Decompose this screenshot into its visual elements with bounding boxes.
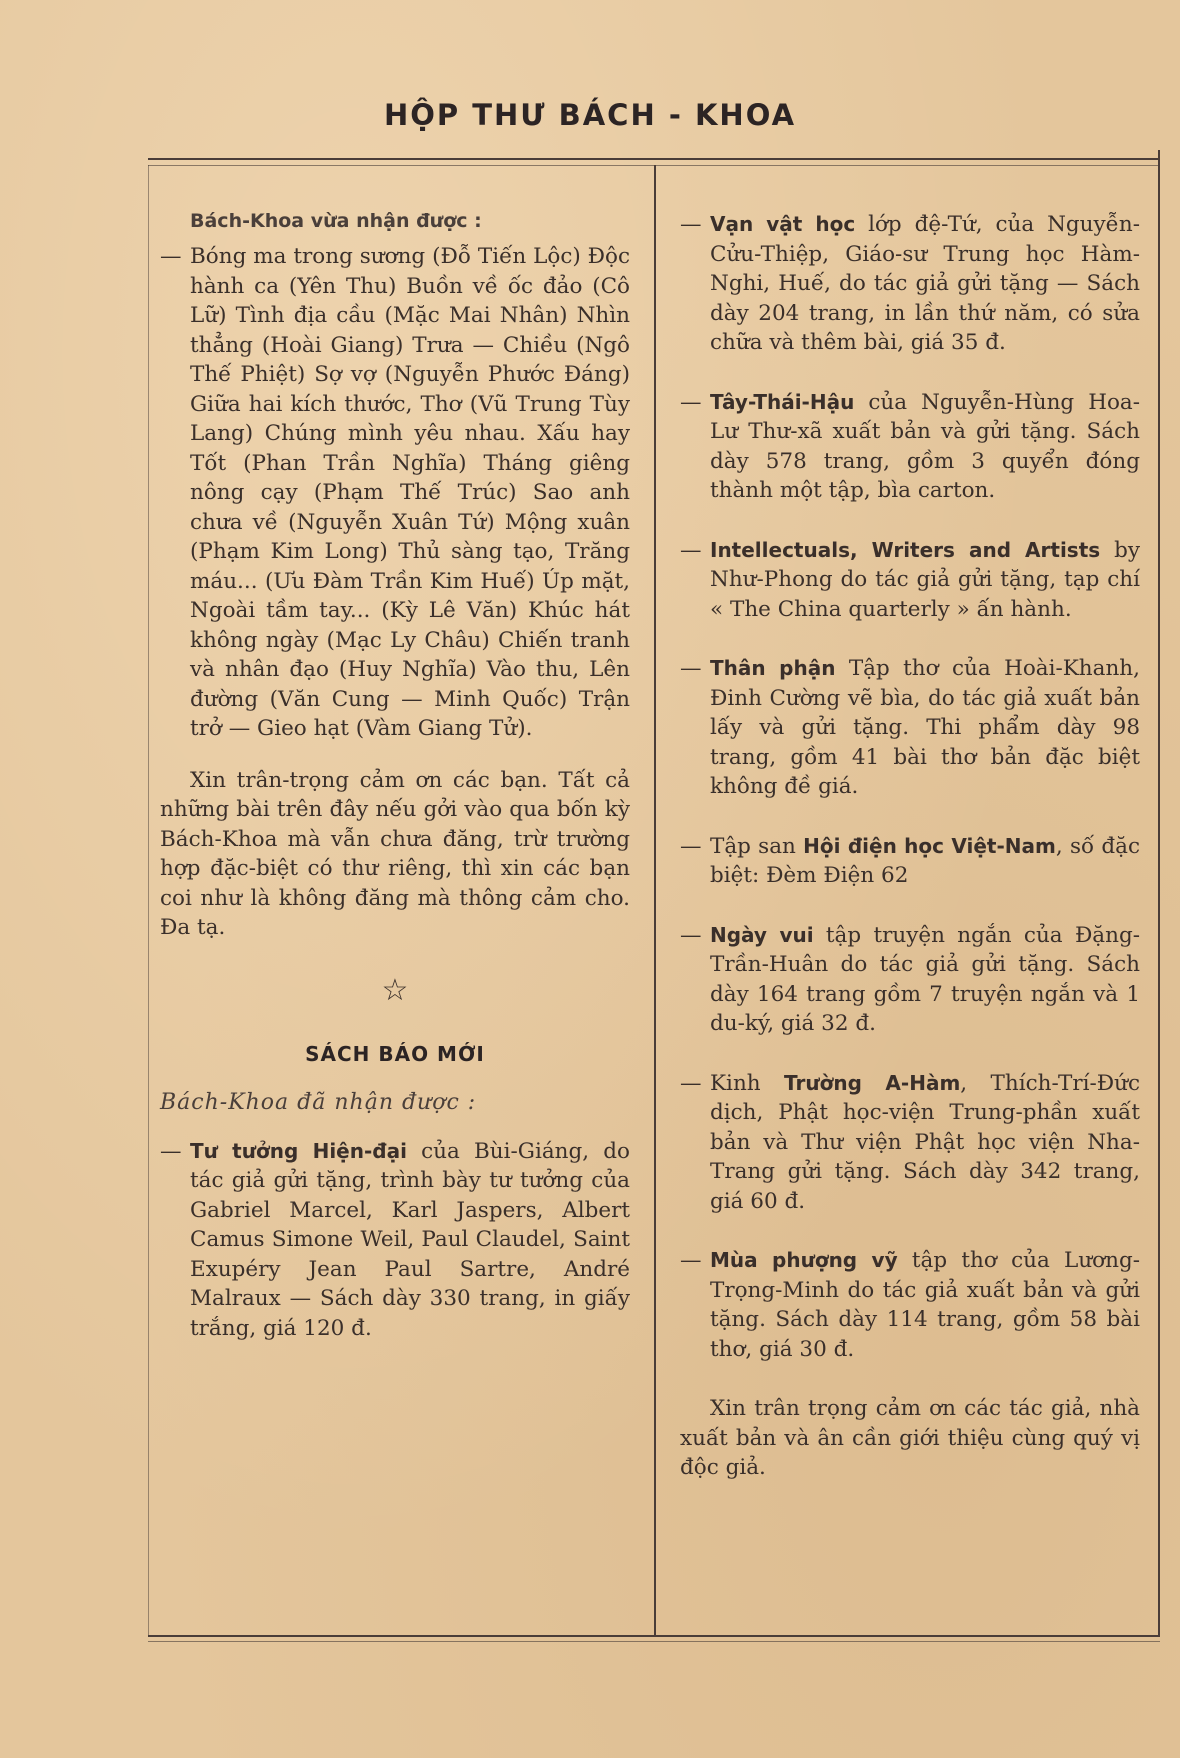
top-rule — [148, 158, 1160, 160]
book-entry: — Intellectuals, Writers and Artists by Như-Phong do tác giả gửi tặng, tạp chí « The China quarterly » ấn hành. — [680, 537, 1140, 622]
book-text: của Bùi-Giáng, do tác giả gửi tặng, trình bày tư tưởng của Gabriel Marcel, Karl Jaspers, Albert Camus Simone Weil, Paul Claudel, Saint Exupéry Jean Paul Sartre, André Malraux — Sách dày 330 trang, in giấy trắng, giá 120 đ. — [190, 1138, 630, 1341]
book-entry: — Tư tưởng Hiện-đại của Bùi-Giáng, do tác giả gửi tặng, trình bày tư tưởng của Gabriel Marcel, Karl Jaspers, Albert Camus Simone Weil, Paul Claudel, Saint Exupéry Jean Paul Sartre, André Malraux — Sách dày 330 trang, in giấy trắng, giá 120 đ. — [160, 1138, 630, 1341]
book-prefix: Tập san — [710, 833, 804, 859]
book-text: lớp đệ-Tứ, của Nguyễn-Cửu-Thiệp, Giáo-sư Trung học Hàm-Nghi, Huế, do tác giả gửi tặng — Sách dày 204 trang, in lần thứ năm, có sửa chữa và thêm bài, giá 35 đ. — [710, 212, 1140, 355]
book-title: Vạn vật học — [710, 212, 856, 236]
book-entry: — Thân phận Tập thơ của Hoài-Khanh, Đinh Cường vẽ bìa, do tác giả xuất bản lấy và gửi tặng. Thi phẩm dày 98 trang, gồm 41 bài thơ bản đặc biệt không đề giá. — [680, 656, 1140, 799]
bottom-rule — [148, 1635, 1160, 1637]
right-column — [680, 210, 1140, 1483]
new-books-subhead: Bách-Khoa đã nhận được : — [160, 1089, 477, 1115]
book-entry: — Tập san Hội điện học Việt-Nam, số đặc biệt: Đèm Điện 62 — [680, 833, 1141, 888]
left-thanks: Xin trân-trọng cảm ơn các bạn. Tất cả những bài trên đây nếu gởi vào qua bốn kỳ Bách-Khoa mà vẫn chưa đăng, trừ trường hợp đặc-biệt có thư riêng, thì xin các bạn coi như là không đăng mà thông cảm cho. Đa tạ. — [160, 767, 630, 940]
book-text: , số đặc biệt: Đèm Điện 62 — [710, 833, 1141, 888]
book-title: Hội điện học Việt-Nam — [803, 833, 1056, 858]
book-title: Thân phận — [710, 656, 836, 680]
star-icon: ☆ — [381, 972, 409, 1008]
book-title: Trường A-Hàm — [784, 1070, 961, 1095]
left-margin-rule — [148, 165, 149, 1635]
book-text: Tập thơ của Hoài-Khanh, Đinh Cường vẽ bìa, do tác giả xuất bản lấy và gửi tặng. Thi phẩm dày 98 trang, gồm 41 bài thơ bản đặc biệt không đề giá. — [710, 656, 1140, 799]
book-entry: — Kinh Trường A-Hàm, Thích-Trí-Đức dịch, Phật học-viện Trung-phần xuất bản và Thư viện Phật học viện Nha-Trang gửi tặng. Sách dày 342 trang, giá 60 đ. — [680, 1070, 1140, 1214]
book-title: Ngày vui — [710, 922, 814, 947]
new-books-title: SÁCH BÁO MỚI — [305, 1041, 485, 1066]
book-text: , Thích-Trí-Đức dịch, Phật học-viện Trung-phần xuất bản và Thư viện Phật học viện Nha-Trang gửi tặng. Sách dày 342 trang, giá 60 đ. — [710, 1070, 1140, 1214]
received-heading: Bách-Khoa vừa nhận được : — [190, 210, 482, 232]
bottom-rule-thin — [148, 1641, 1160, 1642]
book-entry: — Mùa phượng vỹ tập thơ của Lương-Trọng-Minh do tác giả xuất bản và gửi tặng. Sách dày 114 trang, gồm 58 bài thơ, giá 30 đ. — [680, 1248, 1140, 1362]
right-thanks: Xin trân trọng cảm ơn các tác giả, nhà xuất bản và ân cần giới thiệu cùng quý vị độc giả. — [680, 1396, 1140, 1480]
book-text: tập truyện ngắn của Đặng-Trần-Huân do tác giả gửi tặng. Sách dày 164 trang gồm 7 truyện ngắn và 1 du-ký, giá 32 đ. — [710, 922, 1140, 1036]
book-text: tập thơ của Lương-Trọng-Minh do tác giả xuất bản và gửi tặng. Sách dày 114 trang, gồm 58 bài thơ, giá 30 đ. — [710, 1248, 1140, 1362]
book-text: của Nguyễn-Hùng Hoa-Lư Thư-xã xuất bản và gửi tặng. Sách dày 578 trang, gồm 3 quyển đóng thành một tập, bìa carton. — [710, 389, 1140, 503]
book-title: Tây-Thái-Hậu — [710, 389, 855, 414]
book-prefix: Kinh — [710, 1070, 785, 1096]
book-title: Intellectuals, Writers and Artists — [710, 537, 1101, 562]
poems-list: — Bóng ma trong sương (Đỗ Tiến Lộc) Độc hành ca (Yên Thu) Buồn về ốc đảo (Cô Lữ) Tình địa cầu (Mặc Mai Nhân) Nhìn thẳng (Hoài Giang) Trưa — Chiều (Ngô Thế Phiệt) Sợ vợ (Nguyễn Phước Đáng) Giữa hai kích thước, Thơ (Vũ Trung Tùy Lang) Chúng mình yêu nhau. Xấu hay Tốt (Phan Trần Nghĩa) Tháng giêng nông cạy (Phạm Thế Trúc) Sao anh chưa về (Nguyễn Xuân Tứ) Mộng xuân (Phạm Kim Long) Thủ sàng tạo, Trăng máu... (Ưu Đàm Trần Kim Huế) Úp mặt, Ngoài tầm tay... (Kỳ Lê Văn) Khúc hát không ngày (Mạc Ly Châu) Chiến tranh và nhân đạo (Huy Nghĩa) Vào thu, Lên đường (Văn Cung — Minh Quốc) Trận trở — Gieo hạt (Vàm Giang Tử). — [160, 244, 630, 741]
book-entry: — Vạn vật học lớp đệ-Tứ, của Nguyễn-Cửu-Thiệp, Giáo-sư Trung học Hàm-Nghi, Huế, do tác giả gửi tặng — Sách dày 204 trang, in lần thứ năm, có sửa chữa và thêm bài, giá 35 đ. — [680, 212, 1140, 355]
book-entry: — Tây-Thái-Hậu của Nguyễn-Hùng Hoa-Lư Thư-xã xuất bản và gửi tặng. Sách dày 578 trang, gồm 3 quyển đóng thành một tập, bìa carton. — [680, 389, 1140, 503]
book-title: Tư tưởng Hiện-đại — [190, 1138, 407, 1163]
right-margin-rule — [1158, 150, 1160, 1635]
left-column — [160, 210, 630, 1365]
book-text: by Như-Phong do tác giả gửi tặng, tạp chí « The China quarterly » ấn hành. — [710, 537, 1140, 622]
book-entry: — Ngày vui tập truyện ngắn của Đặng-Trần-Huân do tác giả gửi tặng. Sách dày 164 trang gồm 7 truyện ngắn và 1 du-ký, giá 32 đ. — [680, 922, 1140, 1036]
column-divider — [654, 165, 656, 1635]
poems-list-text: Bóng ma trong sương (Đỗ Tiến Lộc) Độc hành ca (Yên Thu) Buồn về ốc đảo (Cô Lữ) Tình địa cầu (Mặc Mai Nhân) Nhìn thẳng (Hoài Giang) Trưa — Chiều (Ngô Thế Phiệt) Sợ vợ (Nguyễn Phước Đáng) Giữa hai kích thước, Thơ (Vũ Trung Tùy Lang) Chúng mình yêu nhau. Xấu hay Tốt (Phan Trần Nghĩa) Tháng giêng nông cạy (Phạm Thế Trúc) Sao anh chưa về (Nguyễn Xuân Tứ) Mộng xuân (Phạm Kim Long) Thủ sàng tạo, Trăng máu... (Ưu Đàm Trần Kim Huế) Úp mặt, Ngoài tầm tay... (Kỳ Lê Văn) Khúc hát không ngày (Mạc Ly Châu) Chiến tranh và nhân đạo (Huy Nghĩa) Vào thu, Lên đường (Văn Cung — Minh Quốc) Trận trở — Gieo hạt (Vàm Giang Tử). — [190, 244, 630, 741]
page-title: HỘP THƯ BÁCH - KHOA — [383, 98, 797, 132]
book-title: Mùa phượng vỹ — [710, 1248, 898, 1272]
